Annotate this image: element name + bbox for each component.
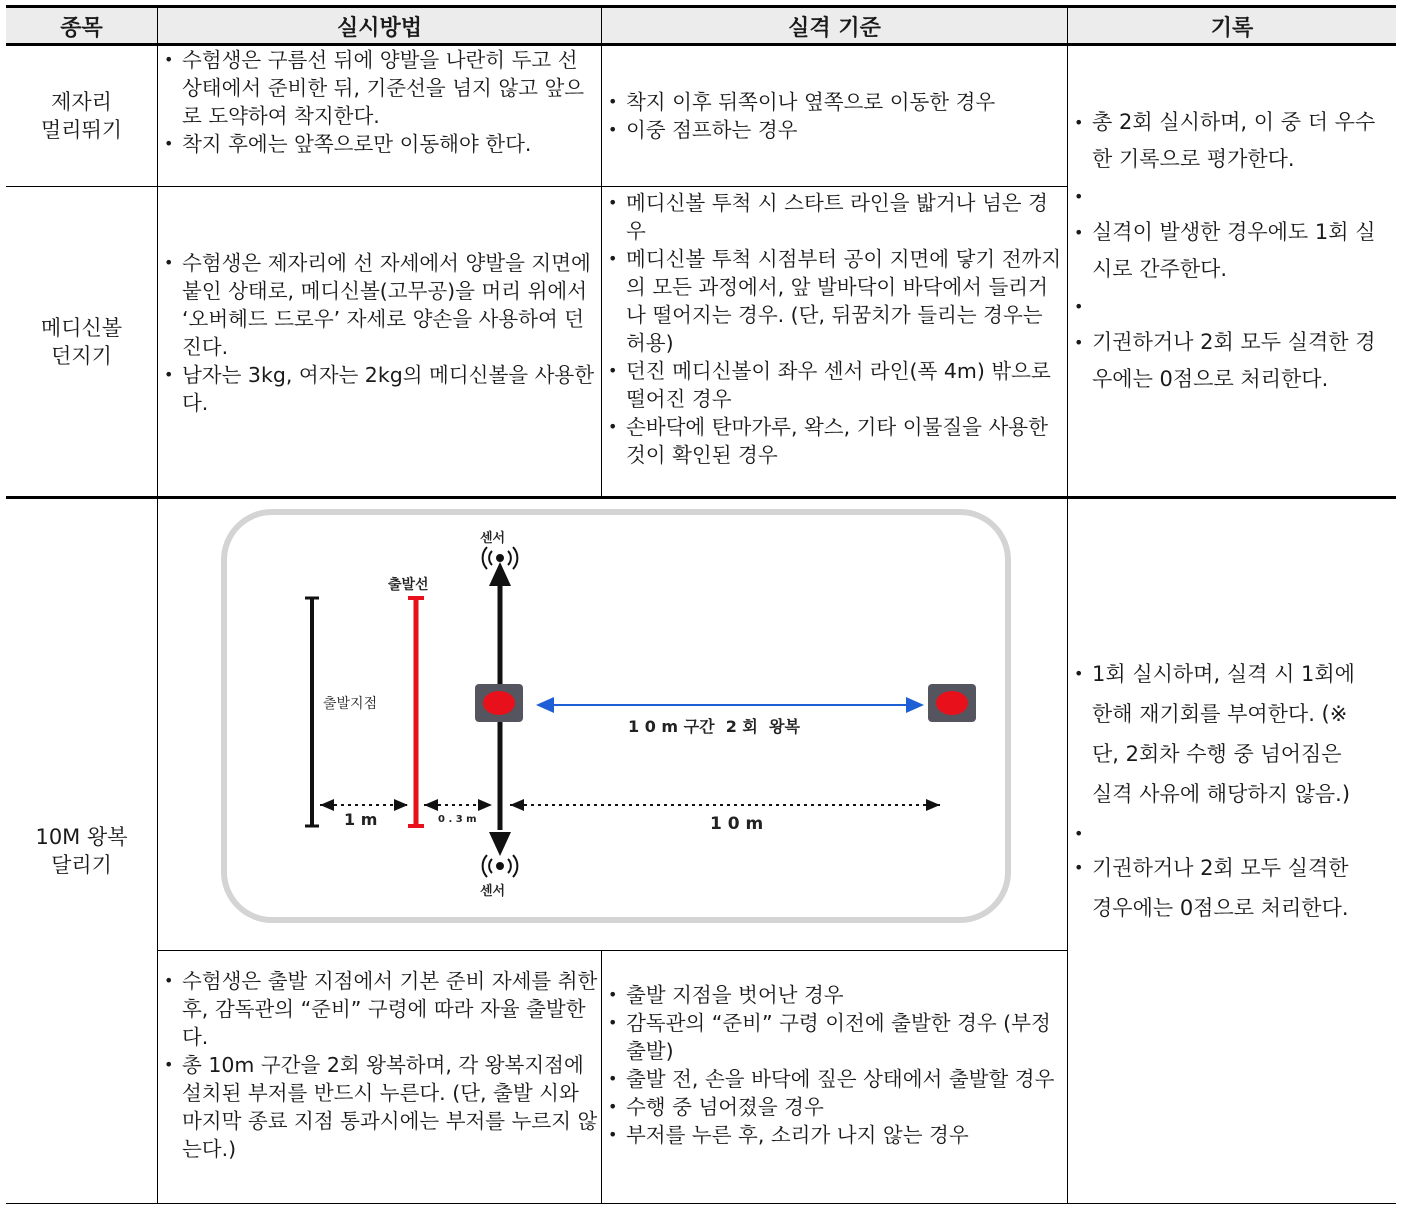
list-item: • 메디신볼 투척 시 스타트 라인을 밟거나 넘은 경우 — [606, 189, 1062, 245]
list-item: • 착지 후에는 앞쪽으로만 이동해야 한다. — [162, 130, 600, 158]
sensor-bottom-label: 센서 — [480, 884, 506, 899]
row2-method — [162, 188, 600, 478]
shuttle-run-diagram — [158, 500, 1068, 950]
record-row-3 — [1072, 654, 1362, 928]
list-item: • 수행 중 넘어졌을 경우 — [606, 1093, 1061, 1121]
list-item: • 감독관의 “준비” 구령 이전에 출발한 경우 (부정출발) — [606, 1009, 1061, 1065]
start-point-label: 출발지점 — [323, 696, 378, 712]
list-item: • 실격이 발생한 경우에도 1회 실시로 간주한다. — [1072, 214, 1390, 288]
sensor-top-label: 센서 — [480, 531, 506, 546]
list-item: • 수험생은 구름선 뒤에 양발을 나란히 두고 선 상태에서 준비한 뒤, 기준선을 넘지 않고 앞으로 도약하여 착지한다. — [162, 46, 600, 130]
row2-divider — [6, 496, 1396, 499]
start-line-label: 출발선 — [388, 577, 429, 593]
header-event: 종목 — [6, 8, 157, 44]
row1-divider — [6, 186, 1068, 187]
list-item: • 기권하거나 2회 모두 실격한 경우에는 0점으로 처리한다. — [1072, 848, 1362, 928]
event-standing-jump: 제자리 멀리뛰기 — [40, 90, 123, 142]
list-item: • 수험생은 출발 지점에서 기본 준비 자세를 취한 후, 감독관의 “준비” 구령에 따라 자율 출발한다. — [162, 967, 598, 1051]
dist-10m-label: 1 0 m — [710, 814, 764, 834]
list-item: • 남자는 3kg, 여자는 2kg의 메디신볼을 사용한다. — [162, 361, 600, 417]
diagram-divider — [158, 950, 1068, 951]
col-divider-2b — [601, 950, 602, 1204]
event-medicine-ball: 메디신볼 던지기 — [40, 316, 123, 368]
list-item: • 부저를 누른 후, 소리가 나지 않는 경우 — [606, 1121, 1061, 1149]
list-item: • 이중 점프하는 경우 — [606, 116, 1061, 144]
diagram-svg — [158, 500, 1068, 950]
record-rows-1-2 — [1072, 104, 1390, 398]
col-divider-2a — [601, 8, 602, 497]
list-item: • 1회 실시하며, 실격 시 1회에 한해 재기회를 부여한다. (※단, 2회차 수행 중 넘어짐은 실격 사유에 해당하지 않음.) — [1072, 654, 1362, 814]
table-bottom-rule — [6, 1203, 1396, 1204]
row1-method — [162, 46, 600, 158]
row3-method — [162, 967, 598, 1163]
event-shuttle-run: 10M 왕복 달리기 — [35, 825, 128, 877]
dist-03m-label: 0 . 3 m — [438, 814, 477, 825]
header-dq: 실격 기준 — [602, 8, 1067, 44]
list-item: • 손바닥에 탄마가루, 왁스, 기타 이물질을 사용한 것이 확인된 경우 — [606, 413, 1062, 469]
section-label: 1 0 m 구간 2 회 왕복 — [628, 717, 800, 736]
list-item: • 출발 전, 손을 바닥에 짚은 상태에서 출발할 경우 — [606, 1065, 1061, 1093]
court-outline — [224, 512, 1008, 920]
list-item: • 착지 이후 뒤쪽이나 옆쪽으로 이동한 경우 — [606, 88, 1061, 116]
list-item: • 수험생은 제자리에 선 자세에서 양발을 지면에 붙인 상태로, 메디신볼(고무공)을 머리 위에서 ‘오버헤드 드로우’ 자세로 양손을 사용하여 던진다. — [162, 249, 600, 361]
list-item: • 던진 메디신볼이 좌우 센서 라인(폭 4m) 밖으로 떨어진 경우 — [606, 357, 1062, 413]
row1-dq — [606, 46, 1061, 186]
table-top-rule — [6, 5, 1396, 8]
list-item: • 메디신볼 투척 시점부터 공이 지면에 닿기 전까지의 모든 과정에서, 앞 발바닥이 바닥에서 들리거나 떨어지는 경우. (단, 뒤꿈치가 들리는 경우는 허용) — [606, 245, 1062, 357]
row3-dq — [606, 981, 1061, 1149]
dist-1m-label: 1 m — [344, 810, 378, 829]
list-item: • 총 2회 실시하며, 이 중 더 우수한 기록으로 평가한다. — [1072, 104, 1390, 178]
list-item: • 총 10m 구간을 2회 왕복하며, 각 왕복지점에 설치된 부저를 반드시 누른다. (단, 출발 시와 마지막 종료 지점 통과시에는 부저를 누르지 않는다.) — [162, 1051, 598, 1163]
header-method: 실시방법 — [158, 8, 601, 44]
row2-dq — [606, 189, 1062, 469]
header-record: 기록 — [1068, 8, 1396, 44]
list-item: • 기권하거나 2회 모두 실격한 경우에는 0점으로 처리한다. — [1072, 324, 1390, 398]
list-item: • 출발 지점을 벗어난 경우 — [606, 981, 1061, 1009]
